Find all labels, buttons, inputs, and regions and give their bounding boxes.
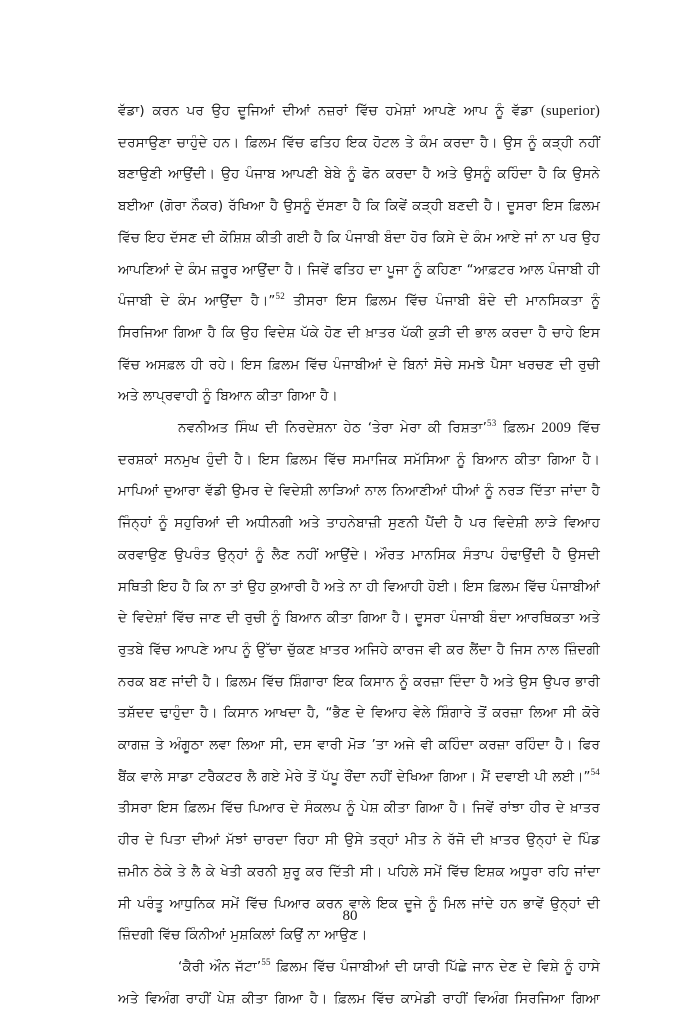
text-segment: ਵਿੱਚ ਦਰਸ਼ਕਾਂ ਸਨਮੁਖ ਹੁੰਦੀ ਹੈ। ਇਸ ਫ਼ਿਲਮ ਵਿੱਚ ਸਮਾਜਿਕ ਸਮੱਸਿਆ ਨੂੰ ਬਿਆਨ ਕੀਤਾ ਗਿਆ ਹੈ। ਮਾਪਿਆਂ ਦੁਆਰਾ ਵੱਡੀ ਉਮਰ ਦੇ ਵਿਦੇਸ਼ੀ ਲਾੜਿਆਂ ਨਾਲ ਨਿਆਣੀਆਂ ਧੀਆਂ ਨੂੰ ਨਰੜ ਦਿੱਤਾ ਜਾਂਦਾ ਹੈ ਜਿੰਨ੍ਹਾਂ ਨੂੰ ਸਹੁਰਿਆਂ ਦੀ ਅਧੀਨਗੀ ਅਤੇ ਤਾਹਨੇਬਾਜ਼ੀ ਸੁਣਨੀ ਪੈਂਦੀ ਹੈ ਪਰ ਵਿਦੇਸ਼ੀ ਲਾੜੇ ਵਿਆਹ ਕਰਵਾਉਣ ਉਪਰੰਤ ਉਨ੍ਹਾਂ ਨੂੰ ਲੈਣ ਨਹੀਂ ਆਉਂਦੇ। ਔਰਤ ਮਾਨਸਿਕ ਸੰਤਾਪ ਹੰਢਾਉਂਦੀ ਹੈ ਉਸਦੀ ਸਥਿਤੀ ਇਹ ਹੈ ਕਿ ਨਾ ਤਾਂ ਉਹ ਕੁਆਰੀ ਹੈ ਅਤੇ ਨਾ ਹੀ ਵਿਆਹੀ ਹੋਈ। ਇਸ ਫ਼ਿਲਮ ਵਿੱਚ ਪੰਜਾਬੀਆਂ ਦੇ ਵਿਦੇਸ਼ਾਂ ਵਿੱਚ ਜਾਣ ਦੀ ਰੁਚੀ ਨੂੰ ਬਿਆਨ ਕੀਤਾ ਗਿਆ ਹੈ। ਦੂਸਰਾ ਪੰਜਾਬੀ ਬੰਦਾ ਆਰਥਿਕਤਾ ਅਤੇ ਰੁਤਬੇ ਵਿੱਚ ਆਪਣੇ ਆਪ ਨੂੰ ਉੱਚਾ ਚੁੱਕਣ ਖ਼ਾਤਰ ਅਜਿਹੇ ਕਾਰਜ ਵੀ ਕਰ ਲੈਂਦਾ ਹੈ ਜਿਸ ਨਾਲ ਜ਼ਿੰਦਗੀ ਨਰਕ ਬਣ ਜਾਂਦੀ ਹੈ। ਫ਼ਿਲਮ ਵਿੱਚ ਸ਼ਿੰਗਾਰਾ ਇਕ ਕਿਸਾਨ ਨੂੰ ਕਰਜ਼ਾ ਦਿੰਦਾ ਹੈ ਅਤੇ ਉਸ ਉਪਰ ਭਾਰੀ ਤਸ਼ੱਦਦ ਢਾਹੁੰਦਾ ਹੈ। ਕਿਸਾਨ ਆਖਦਾ ਹੈ, “ਭੈਣ ਦੇ ਵਿਆਹ ਵੇਲੇ ਸ਼ਿੰਗਾਰੇ ਤੋਂ ਕਰਜ਼ਾ ਲਿਆ ਸੀ ਕੋਰੇ ਕਾਗਜ਼ ਤੇ ਅੰਗੂਠਾ ਲਵਾ ਲਿਆ ਸੀ, ਦਸ ਵਾਰੀ ਮੋੜ ’ਤਾ ਅਜੇ ਵੀ ਕਹਿੰਦਾ ਕਰਜ਼ਾ ਰਹਿੰਦਾ ਹੈ। ਫਿਰ ਬੈਂਕ ਵਾਲੇ ਸਾਡਾ ਟਰੈਕਟਰ ਲੈ ਗਏ ਮੇਰੇ ਤੋਂ ਪੱਪੂ ਰੌਂਦਾ ਨਹੀਂ ਦੇਖਿਆ ਗਿਆ। ਮੈਂ ਦਵਾਈ ਪੀ ਲਈ।” (118, 421, 600, 785)
paragraph-fateh-film (118, 96, 600, 413)
text-segment: ਫ਼ਿਲਮ ਵਿੱਚ ਪੰਜਾਬੀਆਂ ਦੀ ਯਾਰੀ ਪਿੱਛੇ ਜਾਨ ਦੇਣ ਦੇ ਵਿਸ਼ੇ ਨੂੰ ਹਾਸੇ ਅਤੇ ਵਿਅੰਗ ਰਾਹੀਂ ਪੇਸ਼ ਕੀਤਾ ਗਿਆ ਹੈ। ਫ਼ਿਲਮ ਵਿੱਚ ਕਾਮੇਡੀ ਰਾਹੀਂ ਵਿਅੰਗ ਸਿਰਜਿਆ ਗਿਆ (118, 959, 600, 1007)
page-number: 80 (342, 908, 358, 924)
footnote-ref-53: 53 (487, 418, 497, 429)
footnote-ref-55: 55 (261, 956, 271, 967)
text-segment: ਵੱਡਾ) ਕਰਨ ਪਰ ਉਹ ਦੂਜਿਆਂ ਦੀਆਂ ਨਜ਼ਰਾਂ ਵਿੱਚ ਹਮੇਸ਼ਾਂ ਆਪਣੇ ਆਪ ਨੂੰ ਵੱਡਾ (118, 104, 541, 119)
text-segment: ਤੀਸਰਾ ਇਸ ਫ਼ਿਲਮ ਵਿੱਚ ਪਿਆਰ ਦੇ ਸੰਕਲਪ ਨੂੰ ਪੇਸ਼ ਕੀਤਾ ਗਿਆ ਹੈ। ਜਿਵੇਂ ਰਾਂਝਾ ਹੀਰ ਦੇ ਖ਼ਾਤਰ ਹੀਰ ਦੇ ਪਿਤਾ ਦੀਆਂ ਮੱਝਾਂ ਚਾਰਦਾ ਰਿਹਾ ਸੀ ਉਸੇ ਤਰ੍ਹਾਂ ਮੀਤ ਨੇ ਰੱਜੋ ਦੀ ਖ਼ਾਤਰ ਉਨ੍ਹਾਂ ਦੇ ਪਿੰਡ ਜ਼ਮੀਨ ਠੇਕੇ ਤੇ ਲੈ ਕੇ ਖੇਤੀ ਕਰਨੀ ਸ਼ੁਰੂ ਕਰ ਦਿੱਤੀ ਸੀ। ਪਹਿਲੇ ਸਮੇਂ ਵਿੱਚ ਇਸ਼ਕ ਅਧੂਰਾ ਰਹਿ ਜਾਂਦਾ ਸੀ ਪਰੰਤੂ ਆਧੁਨਿਕ ਸਮੇਂ ਵਿੱਚ ਪਿਆਰ ਕਰਨ ਵਾਲੇ ਇਕ ਦੂਜੇ ਨੂੰ ਮਿਲ ਜਾਂਦੇ ਹਨ ਭਾਵੇਂ ਉਨ੍ਹਾਂ ਦੀ ਜ਼ਿੰਦਗੀ ਵਿੱਚ ਕਿੰਨੀਆਂ ਮੁਸ਼ਕਿਲਾਂ ਕਿਉਂ ਨਾ ਆਉਣ। (118, 801, 600, 944)
text-segment: ਤੀਸਰਾ ਇਸ ਫ਼ਿਲਮ ਵਿੱਚ ਪੰਜਾਬੀ ਬੰਦੇ ਦੀ ਮਾਨਸਿਕਤਾ ਨੂੰ ਸਿਰਜਿਆ ਗਿਆ ਹੈ ਕਿ ਉਹ ਵਿਦੇਸ਼ ਪੱਕੇ ਹੋਣ ਦੀ ਖ਼ਾਤਰ ਪੱਕੀ ਕੁੜੀ ਦੀ ਭਾਲ ਕਰਦਾ ਹੈ ਚਾਹੇ ਇਸ ਵਿੱਚ ਅਸਫ਼ਲ ਹੀ ਰਹੇ। ਇਸ ਫ਼ਿਲਮ ਵਿੱਚ ਪੰਜਾਬੀਆਂ ਦੇ ਬਿਨਾਂ ਸੋਚੇ ਸਮਝੇ ਪੈਸਾ ਖਰਚਣ ਦੀ ਰੁਚੀ ਅਤੇ ਲਾਪ੍ਰਵਾਹੀ ਨੂੰ ਬਿਆਨ ਕੀਤਾ ਗਿਆ ਹੈ। (118, 294, 600, 405)
paragraph-tera-mera-ki-rishta (118, 413, 600, 952)
footnote-ref-52: 52 (275, 291, 285, 302)
page-body (118, 96, 600, 1015)
year-2009: 2009 (541, 420, 572, 437)
english-term-superior: (superior) (540, 103, 600, 119)
footnote-ref-54: 54 (590, 766, 600, 777)
text-segment: ਫ਼ਿਲਮ (496, 421, 542, 437)
text-segment: ਨਵਨੀਅਤ ਸਿੰਘ ਦੀ ਨਿਰਦੇਸ਼ਨਾ ਹੇਠ ‘ਤੇਰਾ ਮੇਰਾ ਕੀ ਰਿਸ਼ਤਾ’ (178, 421, 488, 437)
text-segment: ‘ਕੈਰੀ ਔਨ ਜੱਟਾ’ (178, 959, 262, 975)
paragraph-carry-on-jatta (118, 952, 600, 1015)
text-segment: ਦਰਸਾਉਣਾ ਚਾਹੁੰਦੇ ਹਨ। ਫ਼ਿਲਮ ਵਿੱਚ ਫਤਿਹ ਇਕ ਹੋਟਲ ਤੇ ਕੰਮ ਕਰਦਾ ਹੈ। ਉਸ ਨੂੰ ਕੜ੍ਹੀ ਨਹੀਂ ਬਣਾਉਣੀ ਆਉਂਦੀ। ਉਹ ਪੰਜਾਬ ਆਪਣੀ ਬੇਬੇ ਨੂੰ ਫੋਨ ਕਰਦਾ ਹੈ ਅਤੇ ਉਸਨੂੰ ਕਹਿੰਦਾ ਹੈ ਕਿ ਉਸਨੇ ਬਈਆ (ਗੋਰਾ ਨੌਕਰ) ਰੱਖਿਆ ਹੈ ਉਸਨੂੰ ਦੱਸਣਾ ਹੈ ਕਿ ਕਿਵੇਂ ਕੜ੍ਹੀ ਬਣਦੀ ਹੈ। ਦੂਸਰਾ ਇਸ ਫ਼ਿਲਮ ਵਿੱਚ ਇਹ ਦੱਸਣ ਦੀ ਕੋਸ਼ਿਸ਼ ਕੀਤੀ ਗਈ ਹੈ ਕਿ ਪੰਜਾਬੀ ਬੰਦਾ ਹੋਰ ਕਿਸੇ ਦੇ ਕੰਮ ਆਏ ਜਾਂ ਨਾ ਪਰ ਉਹ ਆਪਣਿਆਂ ਦੇ ਕੰਮ ਜ਼ਰੂਰ ਆਉਂਦਾ ਹੈ। ਜਿਵੇਂ ਫਤਿਹ ਦਾ ਪੂਜਾ ਨੂੰ ਕਹਿਣਾ “ਆਫ਼ਟਰ ਆਲ ਪੰਜਾਬੀ ਹੀ ਪੰਜਾਬੀ ਦੇ ਕੰਮ ਆਉਂਦਾ ਹੈ।” (118, 135, 601, 310)
